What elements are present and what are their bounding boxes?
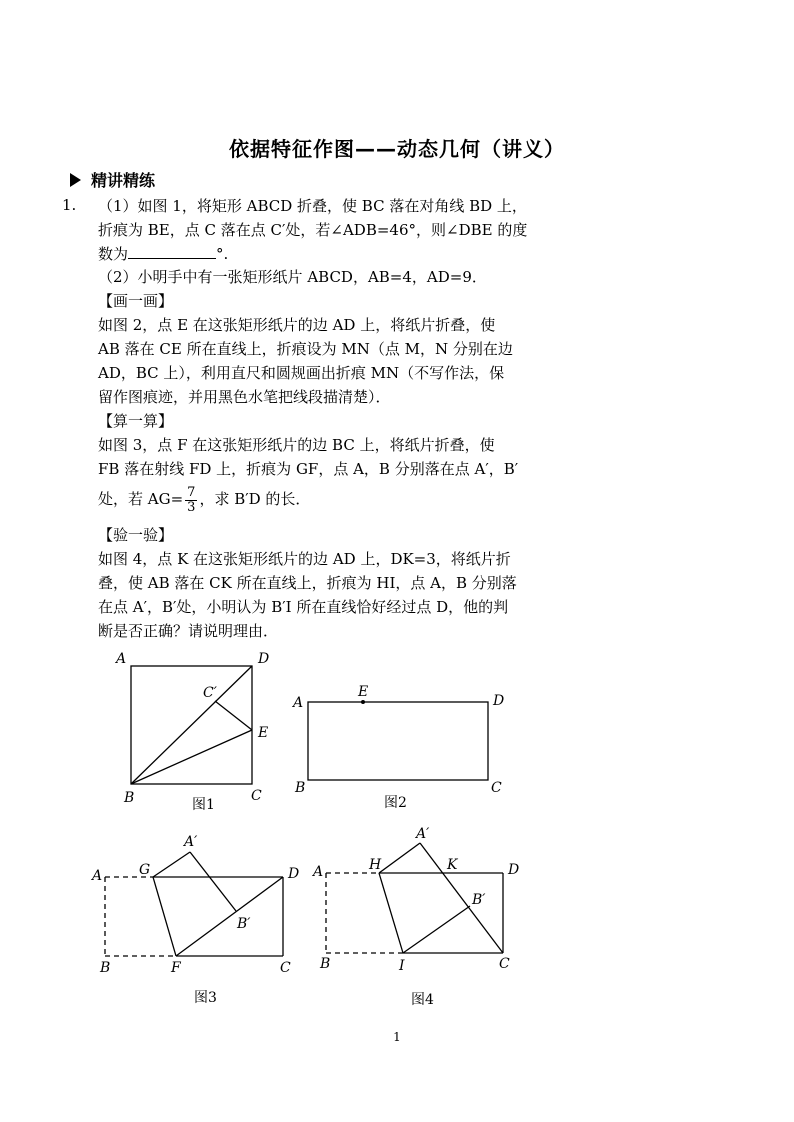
fig4-label-a-prime: A′ xyxy=(416,826,430,842)
fig1-labels xyxy=(114,651,269,806)
fig4-label-i: I xyxy=(399,958,405,974)
text-line: 如图 2，点 E 在这张矩形纸片的边 AD 上，将纸片折叠，使 xyxy=(98,316,496,334)
figure-3 xyxy=(105,852,283,956)
fig3-labels xyxy=(90,834,299,976)
fig4-label-k: K xyxy=(447,857,458,873)
fig4-segment-ha xyxy=(379,843,420,873)
fraction-numerator: 7 xyxy=(187,484,196,500)
text-line: AB 落在 CE 所在直线上，折痕设为 MN（点 M，N 分别在边 xyxy=(98,340,513,358)
fig3-caption: 图3 xyxy=(194,990,217,1006)
fig3-line-fd xyxy=(176,877,283,956)
text-line: 断是否正确？请说明理由． xyxy=(98,622,279,640)
question-number: 1. xyxy=(62,196,77,214)
fig4-line-ac xyxy=(420,843,503,953)
subheading: 【画一画】 xyxy=(98,292,174,310)
fig1-segment-ce xyxy=(215,701,252,730)
fig3-label-c: C xyxy=(280,960,291,976)
text-line: （1）如图 1，将矩形 ABCD 折叠，使 BC 落在对角线 BD 上， xyxy=(98,197,527,215)
fig1-crease-be xyxy=(131,730,252,784)
text-line: 在点 A′，B′处，小明认为 B′I 所在直线恰好经过点 D，他的判 xyxy=(98,598,509,616)
fig2-rectangle xyxy=(308,702,488,780)
text-fragment: °. xyxy=(216,245,229,263)
fig3-label-b: B xyxy=(100,960,111,976)
text-line: 叠，使 AB 落在 CK 所在直线上，折痕为 HI，点 A，B 分别落 xyxy=(98,574,517,592)
text-line: 留作图痕迹，并用黑色水笔把线段描清楚）． xyxy=(98,388,391,406)
page-number: 1 xyxy=(393,1030,401,1044)
fig1-label-c: C xyxy=(251,788,262,804)
fig2-labels xyxy=(291,684,504,796)
fraction-denominator: 3 xyxy=(187,499,196,515)
fig4-label-c: C xyxy=(499,956,510,972)
figure-1 xyxy=(131,666,252,784)
fig4-crease-hi xyxy=(379,873,403,953)
fig4-caption: 图4 xyxy=(411,992,434,1008)
text-fragment: ，求 B′D 的长． xyxy=(199,490,311,508)
text-line: 如图 4，点 K 在这张矩形纸片的边 AD 上，DK=3，将纸片折 xyxy=(98,550,511,568)
section-title: 精讲精练 xyxy=(91,171,156,190)
fig4-labels xyxy=(311,826,519,974)
fig3-label-b-prime: B′ xyxy=(237,916,251,932)
fig2-label-b: B xyxy=(295,780,306,796)
figure-2 xyxy=(308,702,488,780)
text-line: 折痕为 BE，点 C 落在点 C′处，若∠ADB=46°，则∠DBE 的度 xyxy=(98,221,528,239)
fig4-label-h: H xyxy=(369,857,382,873)
fig1-caption: 图1 xyxy=(192,797,215,813)
fig2-label-a: A xyxy=(293,695,304,711)
fig3-label-a-prime: A′ xyxy=(184,834,198,850)
fig1-label-b: B xyxy=(124,790,135,806)
subheading: 【算一算】 xyxy=(98,412,174,430)
fig3-segment-ab xyxy=(190,852,236,911)
fig1-label-d: D xyxy=(258,651,270,667)
fig1-label-e: E xyxy=(258,725,269,741)
fig3-label-g: G xyxy=(139,862,151,878)
fig4-label-b: B xyxy=(320,956,331,972)
fig2-caption: 图2 xyxy=(384,795,407,811)
fig1-label-c-prime: C′ xyxy=(203,685,217,701)
text-line: FB 落在射线 FD 上，折痕为 GF，点 A，B 分别落在点 A′，B′ xyxy=(98,460,519,478)
fig1-label-a: A xyxy=(116,651,127,667)
page-title: 依据特征作图——动态几何（讲义） xyxy=(229,137,565,161)
fig1-diagonal-bd xyxy=(131,666,252,784)
text-line: （2）小明手中有一张矩形纸片 ABCD，AB=4，AD=9． xyxy=(98,268,487,286)
fig2-label-e: E xyxy=(358,684,369,700)
fig4-label-b-prime: B′ xyxy=(472,892,486,908)
fig4-label-d: D xyxy=(508,862,520,878)
fig3-label-d: D xyxy=(288,866,300,882)
fig4-label-a: A xyxy=(313,864,324,880)
fig3-label-f: F xyxy=(171,960,181,976)
fig3-label-a: A xyxy=(92,868,103,884)
fig3-crease-gf xyxy=(153,877,176,956)
fig2-label-c: C xyxy=(491,780,502,796)
text-fragment: 数为 xyxy=(98,245,129,263)
text-fragment: 处，若 AG= xyxy=(98,490,184,508)
subheading: 【验一验】 xyxy=(98,526,174,544)
fig2-label-d: D xyxy=(493,693,505,709)
fig2-point-e xyxy=(361,700,365,704)
text-line: AD，BC 上），利用直尺和圆规画出折痕 MN（不写作法，保 xyxy=(98,364,505,382)
fig3-segment-ga xyxy=(153,852,190,877)
fig4-segment-ib xyxy=(403,906,470,953)
text-line: 如图 3，点 F 在这张矩形纸片的边 BC 上，将纸片折叠，使 xyxy=(98,436,495,454)
